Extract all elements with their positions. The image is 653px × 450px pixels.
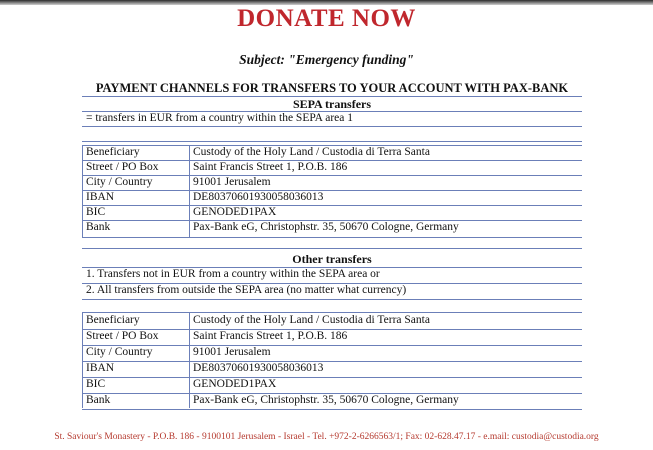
sepa-note: = transfers in EUR from a country within the SEPA area 1 [86,112,353,124]
table-row-rule [82,345,582,346]
footer-address: St. Saviour's Monastery - P.O.B. 186 - 9100101 Jerusalem - Israel - Tel. +972-2-6266563/1; Fax: 02-628.47.17 - e.mail: custodia@custodia.org [54,432,599,442]
rule [82,126,582,127]
table-row-value: GENODED1PAX [193,378,277,390]
table-row-label: Beneficiary [86,146,140,158]
table-row-rule [82,377,582,378]
table-row-value: DE80370601930058036013 [193,362,324,374]
table-row-label: IBAN [86,362,115,374]
table-bottom-rule [82,237,582,238]
table-row-value: Pax-Bank eG, Christophstr. 35, 50670 Cologne, Germany [193,221,459,233]
table-row-value: Saint Francis Street 1, P.O.B. 186 [193,330,348,342]
table-row-label: Bank [86,221,111,233]
table-top-rule [82,312,582,313]
rule [82,248,582,249]
other-heading: Other transfers [292,252,372,266]
table-row-value: Custody of the Holy Land / Custodia di Terra Santa [193,314,430,326]
table-row-rule [82,205,582,206]
table-row-label: Bank [86,394,111,406]
table-row-label: IBAN [86,191,115,203]
table-column-divider [189,145,190,238]
table-left-border [82,145,83,238]
table-row-label: BIC [86,206,106,218]
table-row-label: Beneficiary [86,314,140,326]
table-row-label: Street / PO Box [86,161,159,173]
table-row-label: City / Country [86,346,153,358]
table-row-value: Custody of the Holy Land / Custodia di Terra Santa [193,146,430,158]
table-row-value: 91001 Jerusalem [193,176,271,188]
table-row-rule [82,190,582,191]
table-row-value: Saint Francis Street 1, P.O.B. 186 [193,161,348,173]
table-row-value: 91001 Jerusalem [193,346,271,358]
table-row-label: City / Country [86,176,153,188]
table-bottom-rule [82,409,582,410]
page-title: DONATE NOW [237,5,416,32]
rule [82,141,582,142]
table-row-rule [82,175,582,176]
sepa-heading: SEPA transfers [292,97,372,111]
table-row-value: DE80370601930058036013 [193,191,324,203]
subject-line: Subject: "Emergency funding" [239,52,414,67]
other-note-2: 2. All transfers from outside the SEPA area (no matter what currency) [86,284,407,296]
other-note-1: 1. Transfers not in EUR from a country within the SEPA area or [86,268,380,280]
table-row-value: Pax-Bank eG, Christophstr. 35, 50670 Cologne, Germany [193,394,459,406]
table-row-label: BIC [86,378,106,390]
table-row-label: Street / PO Box [86,330,159,342]
rule [82,299,582,300]
table-row-rule [82,361,582,362]
payment-channels-heading: PAYMENT CHANNELS FOR TRANSFERS TO YOUR ACCOUNT WITH PAX-BANK [95,81,569,95]
table-row-value: GENODED1PAX [193,206,277,218]
